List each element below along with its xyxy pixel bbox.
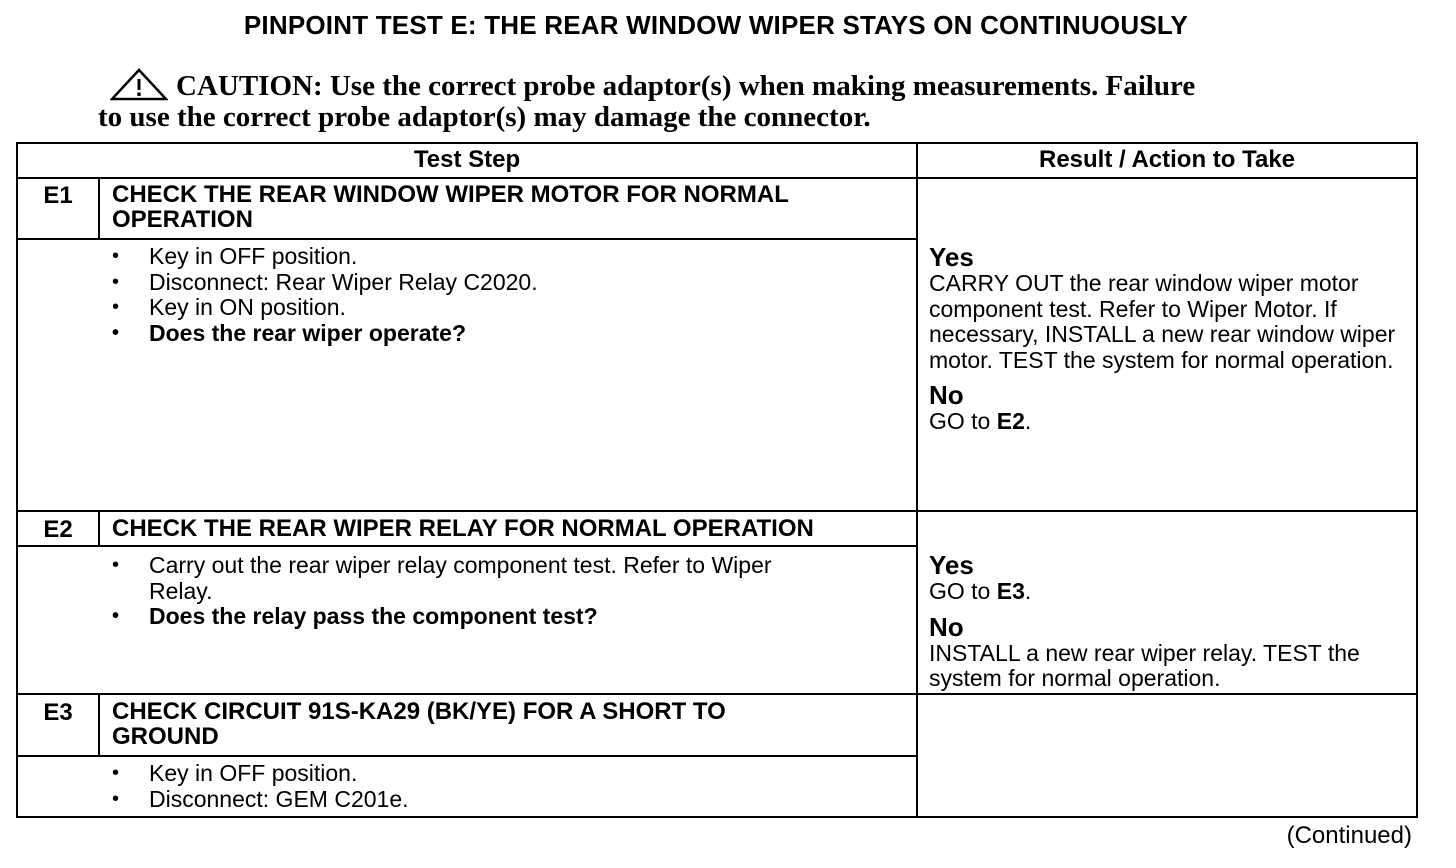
list-item: • Key in OFF position.	[112, 761, 892, 787]
step-id: E3	[43, 699, 73, 726]
goto-link[interactable]: E2	[996, 408, 1025, 434]
step-title: CHECK THE REAR WIPER RELAY FOR NORMAL OPERATION	[112, 515, 814, 542]
yes-action: GO to E3.	[929, 578, 1032, 604]
caution-note	[98, 68, 1298, 133]
list-item: • Carry out the rear wiper relay component test. Refer to Wiper Relay.	[112, 553, 772, 604]
step-id: E1	[43, 182, 73, 209]
step-bullets	[112, 553, 772, 630]
no-action: INSTALL a new rear wiper relay. TEST the system for normal operation.	[929, 639, 1360, 691]
step-title: CHECK CIRCUIT 91S-KA29 (BK/YE) FOR A SHORT TO GROUND	[112, 698, 726, 750]
step-result	[929, 243, 1413, 435]
list-item: • Disconnect: Rear Wiper Relay C2020.	[112, 270, 892, 296]
step-title: CHECK THE REAR WINDOW WIPER MOTOR FOR NORMAL OPERATION	[112, 181, 789, 233]
step-result	[929, 551, 1413, 692]
no-label: No	[929, 611, 964, 642]
header-test-step: Test Step	[413, 146, 521, 173]
yes-label: Yes	[929, 242, 974, 272]
step-bullets	[112, 244, 892, 346]
header-result: Result / Action to Take	[1038, 146, 1296, 173]
caution-line-1: CAUTION: Use the correct probe adaptor(s) when making measurements. Failure	[176, 70, 1196, 102]
step-bullets	[112, 761, 892, 812]
step-question: • Does the rear wiper operate?	[112, 321, 892, 347]
step-question: • Does the relay pass the component test?	[112, 604, 772, 630]
yes-label: Yes	[929, 550, 974, 580]
caution-line-2: to use the correct probe adaptor(s) may damage the connector.	[98, 101, 871, 133]
list-item: • Key in OFF position.	[112, 244, 892, 270]
step-id: E2	[43, 516, 73, 543]
no-action: GO to E2.	[929, 408, 1032, 434]
yes-action: CARRY OUT the rear window wiper motor component test. Refer to Wiper Motor. If necessary, INSTALL a new rear window wiper motor. TEST the system for normal operation.	[929, 270, 1396, 373]
no-label: No	[929, 380, 964, 410]
continued-label: (Continued)	[1286, 822, 1412, 849]
page-title: PINPOINT TEST E: THE REAR WINDOW WIPER STAYS ON CONTINUOUSLY	[243, 10, 1189, 40]
list-item: • Key in ON position.	[112, 295, 892, 321]
list-item: • Disconnect: GEM C201e.	[112, 787, 892, 813]
warning-triangle-icon	[110, 68, 168, 102]
goto-link[interactable]: E3	[996, 578, 1025, 604]
